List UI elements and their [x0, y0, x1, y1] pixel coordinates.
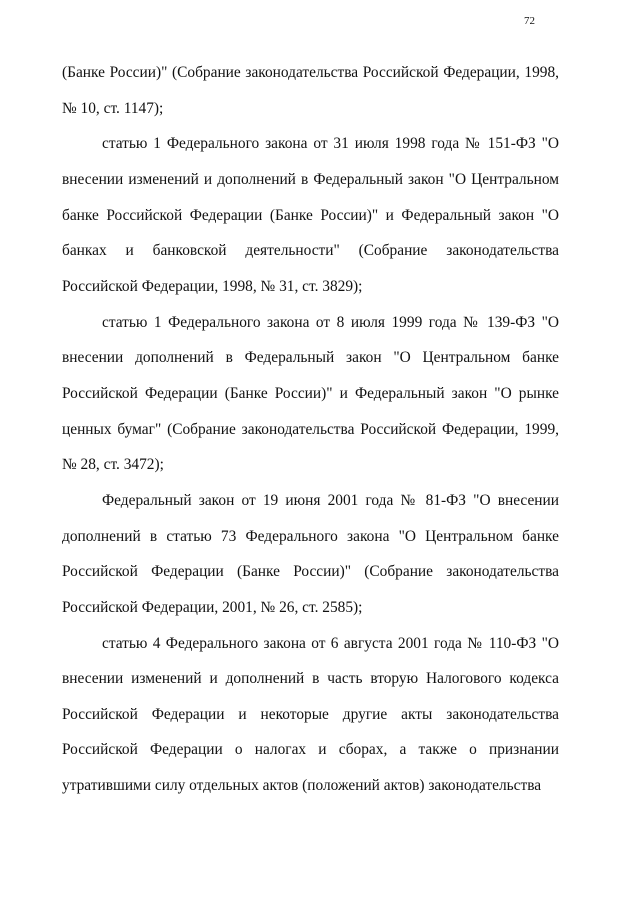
paragraph-continuation: (Банке России)" (Собрание законодательства Российской Федерации, 1998, № 10, ст. 1147);	[62, 64, 559, 117]
page-number: 72	[524, 15, 535, 27]
paragraph-law-110-fz: статью 4 Федерального закона от 6 августа 2001 года № 110-ФЗ "О внесении изменений и дополнений в часть вторую Налогового кодекса Российской Федерации и некоторые другие акты законодательства Российской Федерации о налогах и сборах, а также о признании утратившими силу отдельных актов (положений актов) законодательства	[62, 634, 559, 795]
paragraph-law-139-fz: статью 1 Федерального закона от 8 июля 1999 года № 139-ФЗ "О внесении дополнений в Федеральный закон "О Центральном банке Российской Федерации (Банке России)" и Федеральный закон "О рынке ценных бумаг" (Собрание законодательства Российской Федерации, 1999, № 28, ст. 3472);	[62, 313, 559, 474]
paragraph-law-81-fz: Федеральный закон от 19 июня 2001 года № 81-ФЗ "О внесении дополнений в статью 73 Федерального закона "О Центральном банке Российской Федерации (Банке России)" (Собрание законодательства Российской Федерации, 2001, № 26, ст. 2585);	[62, 491, 559, 616]
document-body	[62, 55, 559, 804]
paragraph-law-151-fz: статью 1 Федерального закона от 31 июля 1998 года № 151-ФЗ "О внесении изменений и дополнений в Федеральный закон "О Центральном банке Российской Федерации (Банке России)" и Федеральный закон "О банках и банковской деятельности" (Собрание законодательства Российской Федерации, 1998, № 31, ст. 3829);	[62, 135, 559, 295]
